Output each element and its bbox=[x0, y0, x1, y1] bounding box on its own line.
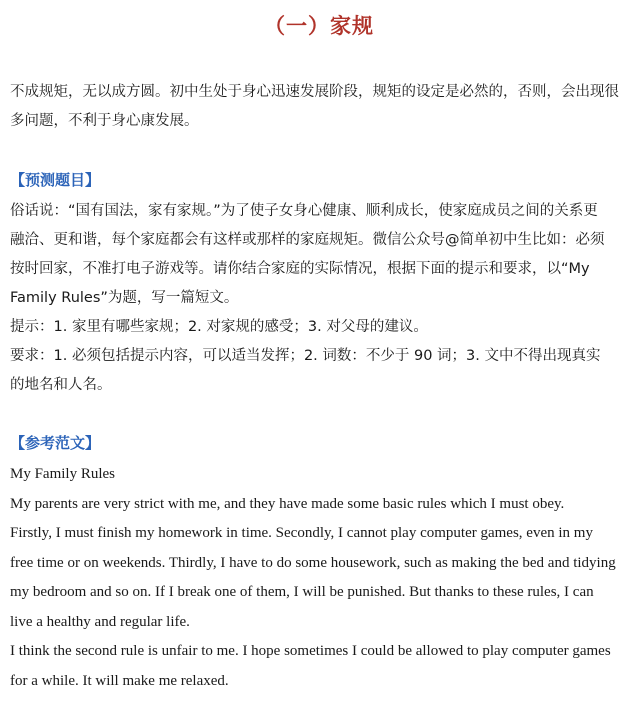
essay-line: my bedroom and so on. If I break one of them, I will be punished. But thanks to these rules, I can bbox=[10, 584, 594, 600]
requirement-line: 要求：1. 必须包括提示内容，可以适当发挥；2. 词数：不少于 90 词；3. 文中不得出现真实 bbox=[10, 348, 601, 364]
essay-line: free time or on weekends. Thirdly, I have to do some housework, such as making the bed and tidying bbox=[10, 554, 616, 571]
essay-title: My Family Rules bbox=[10, 466, 116, 482]
intro-paragraph: 不成规矩，无以成方圆。初中生处于身心迅速发展阶段，规矩的设定是必然的，否则，会出现很多问题，不利于身心康发展。 bbox=[10, 84, 619, 129]
question-line: 俗话说：“国有国法，家有家规。”为了使子女身心健康、顺利成长，使家庭成员之间的关系更 bbox=[10, 203, 598, 219]
essay-line: My parents are very strict with me, and they have made some basic rules which I must obey. bbox=[10, 495, 565, 512]
prediction-heading: 【预测题目】 bbox=[10, 171, 101, 189]
sample-heading: 【参考范文】 bbox=[10, 434, 101, 452]
hint-line: 提示：1. 家里有哪些家规；2. 对家规的感受；3. 对父母的建议。 bbox=[10, 319, 428, 335]
question-block bbox=[10, 197, 630, 400]
essay-line: live a healthy and regular life. bbox=[10, 613, 190, 630]
sample-essay bbox=[10, 460, 630, 696]
essay-line: Firstly, I must finish my homework in time. Secondly, I cannot play computer games, even in my bbox=[10, 525, 593, 541]
question-line: Family Rules”为题，写一篇短文。 bbox=[10, 290, 239, 306]
requirement-line: 的地名和人名。 bbox=[10, 377, 112, 393]
essay-line: for a while. It will make me relaxed. bbox=[10, 672, 229, 689]
question-line: 融洽、更和谐，每个家庭都会有这样或那样的家庭规矩。微信公众号@简单初中生比如：必须 bbox=[10, 232, 605, 248]
question-line: 按时回家，不准打电子游戏等。请你结合家庭的实际情况，根据下面的提示和要求，以“My bbox=[10, 261, 590, 277]
page-title: （一）家规 bbox=[264, 13, 374, 38]
essay-line: I think the second rule is unfair to me. I hope sometimes I could be allowed to play computer games bbox=[10, 643, 611, 659]
